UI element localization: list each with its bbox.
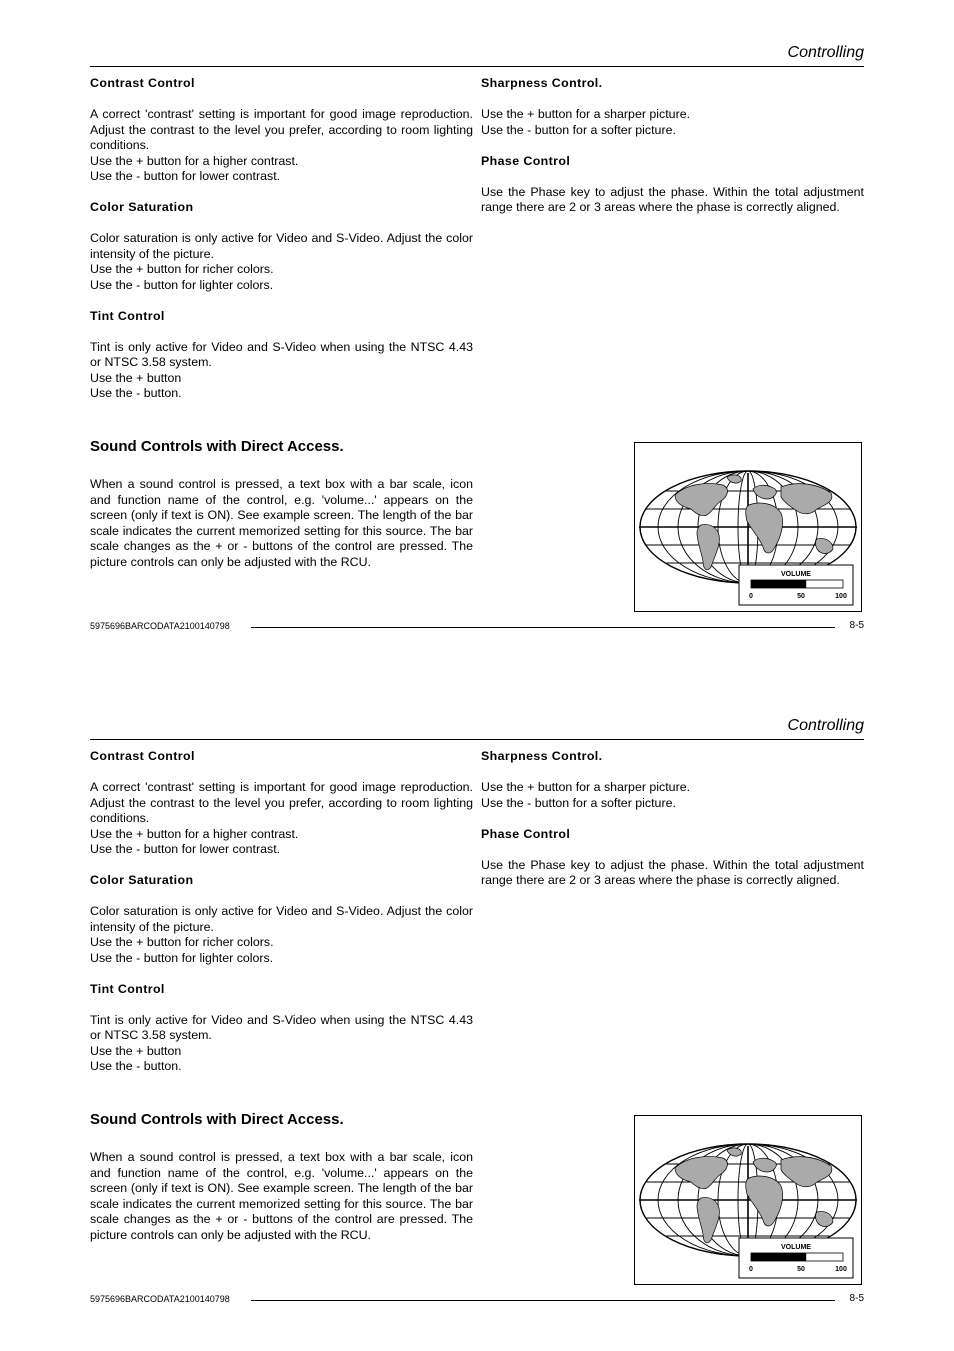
section-sharpness [481, 749, 864, 811]
section-paragraph: Color saturation is only active for Video and S-Video. Adjust the color intensity of the picture. Use the + button for richer colors. Use the - button for lighter colors. [90, 231, 473, 292]
section-heading: Color Saturation [90, 200, 194, 214]
section-paragraph: Use the + button for a sharper picture. Use the - button for a softer picture. [481, 107, 691, 137]
header-rule [90, 739, 864, 740]
sound-section-body: When a sound control is pressed, a text box with a bar scale, icon and function name of the control, e.g. 'volume...' appears on the screen (only if text is ON). See example screen. The length of the bar scale indicates the current memorized setting for this source. The bar scale changes as the + or - buttons of the control are pressed. The picture controls can only be adjusted with the RCU. [90, 477, 473, 569]
section-heading: Color Saturation [90, 873, 194, 887]
sound-section-body: When a sound control is pressed, a text box with a bar scale, icon and function name of the control, e.g. 'volume...' appears on the screen (only if text is ON). See example screen. The length of the bar scale indicates the current memorized setting for this source. The bar scale changes as the + or - buttons of the control are pressed. The picture controls can only be adjusted with the RCU. [90, 1150, 473, 1242]
manual-page [0, 0, 954, 674]
world-map-icon [635, 443, 861, 611]
example-screen-figure [634, 442, 862, 612]
section-paragraph: A correct 'contrast' setting is important for good image reproduction. Adjust the contrast to the level you prefer, according to room lighting conditions. Use the + button for a higher contrast. Use the - button for lower contrast. [90, 107, 473, 183]
volume-bar-fill [751, 1253, 806, 1261]
volume-bar-fill [751, 580, 806, 588]
right-column [481, 76, 864, 231]
section-paragraph: Tint is only active for Video and S-Video when using the NTSC 4.43 or NTSC 3.58 system. Use the + button Use the - button. [90, 339, 473, 400]
section-heading: Phase Control [481, 153, 571, 168]
section-color-saturation [90, 200, 473, 293]
scale-mid: 50 [797, 593, 805, 600]
header-rule [90, 66, 864, 67]
section-tint [90, 309, 473, 402]
section-tint [90, 982, 473, 1075]
footer-rule [251, 627, 835, 628]
section-contrast [90, 749, 473, 858]
footer-page-number: 8-5 [849, 1293, 864, 1304]
right-column [481, 749, 864, 904]
osd-label: VOLUME [781, 1244, 811, 1251]
section-paragraph: Use the Phase key to adjust the phase. Within the total adjustment range there are 2 or 3 areas where the phase is correctly aligned. [481, 857, 864, 887]
footer-page-number: 8-5 [849, 620, 864, 631]
section-sharpness [481, 76, 864, 138]
sound-section-title: Sound Controls with Direct Access. [90, 1111, 344, 1128]
section-heading: Tint Control [90, 308, 165, 323]
left-column [90, 749, 473, 1090]
manual-page [0, 673, 954, 1347]
left-column [90, 76, 473, 417]
osd-label: VOLUME [781, 571, 811, 578]
section-heading: Sharpness Control. [481, 76, 603, 90]
section-heading: Sharpness Control. [481, 749, 603, 763]
section-contrast [90, 76, 473, 185]
section-color-saturation [90, 873, 473, 966]
section-heading: Contrast Control [90, 749, 195, 763]
section-heading: Tint Control [90, 981, 165, 996]
footer-document-code: 5975696BARCODATA2100140798 [90, 1294, 230, 1304]
section-paragraph: A correct 'contrast' setting is important for good image reproduction. Adjust the contrast to the level you prefer, according to room lighting conditions. Use the + button for a higher contrast. Use the - button for lower contrast. [90, 780, 473, 856]
section-paragraph: Color saturation is only active for Video and S-Video. Adjust the color intensity of the picture. Use the + button for richer colors. Use the - button for lighter colors. [90, 904, 473, 965]
scale-max: 100 [835, 593, 847, 600]
world-map-icon [635, 1116, 861, 1284]
section-heading: Contrast Control [90, 76, 195, 90]
scale-max: 100 [835, 1266, 847, 1273]
header-title: Controlling [787, 717, 864, 734]
scale-mid: 50 [797, 1266, 805, 1273]
section-paragraph: Use the Phase key to adjust the phase. Within the total adjustment range there are 2 or 3 areas where the phase is correctly aligned. [481, 184, 864, 214]
footer-document-code: 5975696BARCODATA2100140798 [90, 621, 230, 631]
section-phase [481, 154, 864, 216]
section-heading: Phase Control [481, 826, 571, 841]
header-title: Controlling [787, 44, 864, 61]
footer-rule [251, 1300, 835, 1301]
section-paragraph: Use the + button for a sharper picture. Use the - button for a softer picture. [481, 780, 691, 810]
section-phase [481, 827, 864, 889]
example-screen-figure [634, 1115, 862, 1285]
scale-min: 0 [749, 1266, 753, 1273]
scale-min: 0 [749, 593, 753, 600]
sound-section-title: Sound Controls with Direct Access. [90, 438, 344, 455]
section-paragraph: Tint is only active for Video and S-Video when using the NTSC 4.43 or NTSC 3.58 system. Use the + button Use the - button. [90, 1012, 473, 1073]
